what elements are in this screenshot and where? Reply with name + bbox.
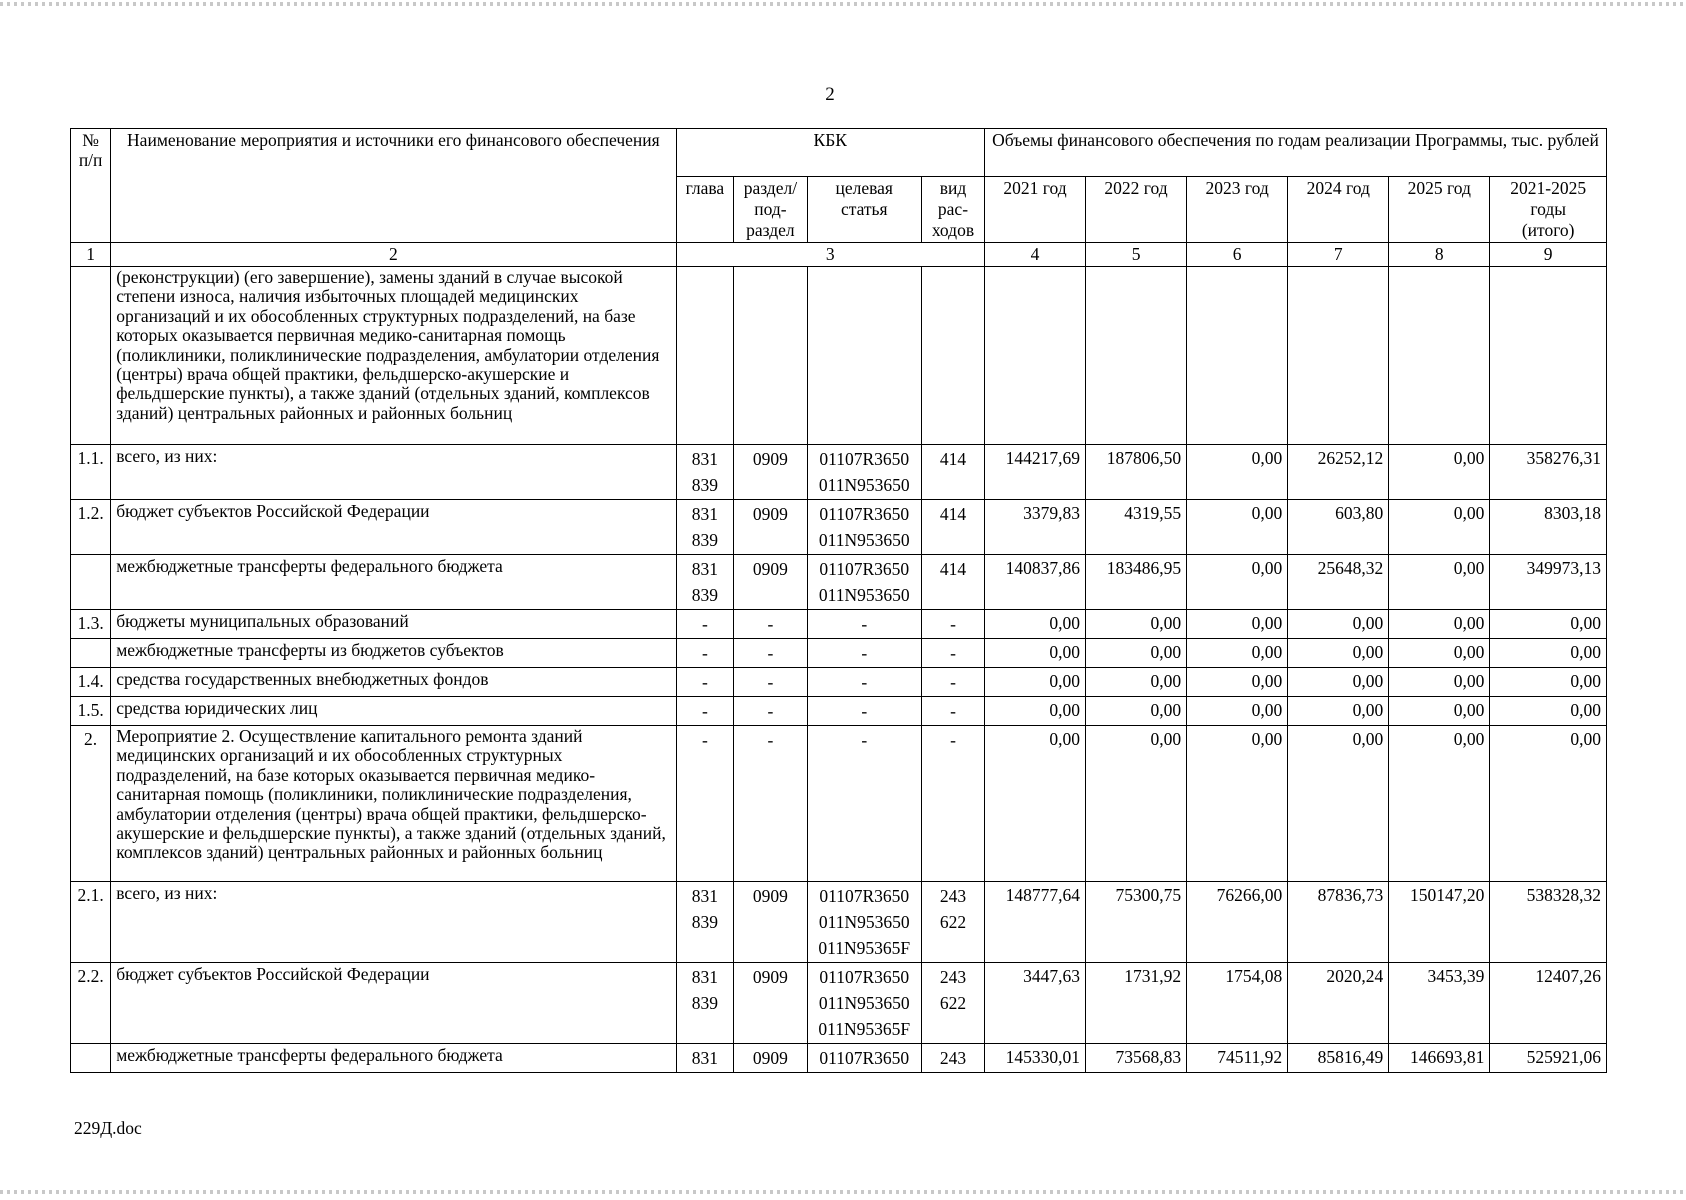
- code-line: 243: [939, 1048, 967, 1068]
- code-line: -: [767, 614, 774, 634]
- code-line: -: [950, 701, 956, 721]
- cell-index: 1.5.: [71, 697, 111, 726]
- code-line: -: [701, 614, 708, 634]
- header-cell-name: Наименование мероприятия и источники его финансового обеспечения: [111, 129, 676, 243]
- cell-glava: [676, 500, 734, 555]
- code-line: -: [701, 701, 708, 721]
- header-cell-num: № п/п: [71, 129, 111, 243]
- cell-2025: [1389, 267, 1490, 445]
- cell-razdel: [734, 1044, 807, 1073]
- code-line: 243: [939, 967, 967, 987]
- code-line: 011N953650: [818, 912, 910, 932]
- cell-2025: 150147,20: [1389, 882, 1490, 963]
- cell-name: средства государственных внебюджетных фондов: [111, 668, 676, 697]
- cell-celevaya: [807, 882, 922, 963]
- code-line: -: [767, 701, 774, 721]
- cell-total: 0,00: [1490, 610, 1607, 639]
- header-cell-2025: 2025 год: [1389, 177, 1490, 243]
- code-line: -: [767, 672, 774, 692]
- cell-2025: 0,00: [1389, 639, 1490, 668]
- cell-razdel: [734, 639, 807, 668]
- cell-2021: 140837,86: [984, 555, 1085, 610]
- code-line: 01107R3650: [819, 1048, 910, 1068]
- cell-vid: [922, 668, 985, 697]
- cell-celevaya: [807, 639, 922, 668]
- table-body: [71, 267, 1607, 1073]
- cell-index: 1.1.: [71, 445, 111, 500]
- table-row: [71, 500, 1607, 555]
- cell-2024: 0,00: [1288, 610, 1389, 639]
- code-line: 831: [691, 967, 718, 987]
- cell-celevaya: [807, 500, 922, 555]
- cell-celevaya: [807, 267, 922, 445]
- code-line: -: [950, 672, 956, 692]
- cell-2022: 187806,50: [1086, 445, 1187, 500]
- table-row: [71, 1044, 1607, 1073]
- cell-2025: 0,00: [1389, 668, 1490, 697]
- cell-razdel: [734, 445, 807, 500]
- cell-vid: [922, 639, 985, 668]
- code-line: -: [701, 672, 708, 692]
- cell-glava: [676, 445, 734, 500]
- cell-2021: 3447,63: [984, 963, 1085, 1044]
- cell-2021: 0,00: [984, 726, 1085, 882]
- code-line: 414: [939, 449, 967, 469]
- table-row: [71, 555, 1607, 610]
- column-number: 8: [1389, 243, 1490, 267]
- cell-2021: [984, 267, 1085, 445]
- cell-vid: [922, 697, 985, 726]
- code-line: 831: [691, 504, 718, 524]
- cell-index: [71, 639, 111, 668]
- code-line: -: [701, 730, 708, 750]
- cell-glava: [676, 639, 734, 668]
- code-line: 01107R3650: [819, 886, 910, 906]
- cell-2025: 3453,39: [1389, 963, 1490, 1044]
- cell-2022: 0,00: [1086, 726, 1187, 882]
- cell-2021: 148777,64: [984, 882, 1085, 963]
- page-number: 2: [825, 84, 835, 105]
- code-line: -: [767, 643, 774, 663]
- cell-2023: [1187, 267, 1288, 445]
- cell-2021: 0,00: [984, 668, 1085, 697]
- cell-2021: 0,00: [984, 639, 1085, 668]
- header-cell-celevaya: целевая статья: [807, 177, 922, 243]
- cell-celevaya: [807, 1044, 922, 1073]
- cell-total: 358276,31: [1490, 445, 1607, 500]
- cell-2025: 0,00: [1389, 445, 1490, 500]
- cell-2024: 26252,12: [1288, 445, 1389, 500]
- cell-2024: 85816,49: [1288, 1044, 1389, 1073]
- cell-2021: 144217,69: [984, 445, 1085, 500]
- code-line: 243: [939, 886, 967, 906]
- cell-vid: [922, 445, 985, 500]
- code-line: 0909: [752, 504, 788, 524]
- cell-vid: [922, 726, 985, 882]
- header-cell-vid: вид рас- ходов: [922, 177, 985, 243]
- column-number: 2: [111, 243, 676, 267]
- cell-index: 2.1.: [71, 882, 111, 963]
- scan-edge-top: [0, 2, 1686, 6]
- cell-index: 2.2.: [71, 963, 111, 1044]
- cell-index: 1.3.: [71, 610, 111, 639]
- code-line: 622: [939, 993, 967, 1013]
- code-line: 839: [691, 530, 718, 550]
- code-line: 011N953650: [818, 993, 910, 1013]
- code-line: 01107R3650: [819, 559, 910, 579]
- cell-total: 0,00: [1490, 668, 1607, 697]
- column-number: 6: [1187, 243, 1288, 267]
- table-row: [71, 726, 1607, 882]
- cell-index: [71, 267, 111, 445]
- cell-index: 2.: [71, 726, 111, 882]
- table-header: [71, 129, 1607, 267]
- cell-name: средства юридических лиц: [111, 697, 676, 726]
- code-line: -: [861, 614, 868, 634]
- code-line: -: [701, 643, 708, 663]
- cell-2021: 0,00: [984, 697, 1085, 726]
- column-number: 9: [1490, 243, 1607, 267]
- cell-index: [71, 1044, 111, 1073]
- cell-2022: 75300,75: [1086, 882, 1187, 963]
- code-line: 839: [691, 993, 718, 1013]
- cell-glava: [676, 1044, 734, 1073]
- cell-glava: [676, 610, 734, 639]
- cell-total: 349973,13: [1490, 555, 1607, 610]
- code-line: 011N953650: [818, 530, 910, 550]
- code-line: 0909: [752, 559, 788, 579]
- code-line: 0909: [752, 1048, 788, 1068]
- code-line: -: [861, 672, 868, 692]
- table-row: [71, 697, 1607, 726]
- cell-2021: 145330,01: [984, 1044, 1085, 1073]
- cell-glava: [676, 726, 734, 882]
- cell-razdel: [734, 726, 807, 882]
- cell-total: 0,00: [1490, 639, 1607, 668]
- cell-vid: [922, 963, 985, 1044]
- cell-total: 0,00: [1490, 697, 1607, 726]
- code-line: 0909: [752, 967, 788, 987]
- code-line: 622: [939, 912, 967, 932]
- cell-name: межбюджетные трансферты из бюджетов субъектов: [111, 639, 676, 668]
- code-line: 011N953650: [818, 475, 910, 495]
- column-number: 5: [1086, 243, 1187, 267]
- cell-name: бюджеты муниципальных образований: [111, 610, 676, 639]
- code-line: -: [861, 730, 868, 750]
- cell-glava: [676, 267, 734, 445]
- cell-2024: 87836,73: [1288, 882, 1389, 963]
- code-line: 011N95365F: [818, 938, 911, 958]
- code-line: -: [950, 730, 956, 750]
- cell-celevaya: [807, 668, 922, 697]
- cell-vid: [922, 267, 985, 445]
- cell-glava: [676, 668, 734, 697]
- cell-2024: 0,00: [1288, 726, 1389, 882]
- scan-edge-bottom: [0, 1190, 1686, 1194]
- code-line: 0909: [752, 886, 788, 906]
- cell-2023: 0,00: [1187, 639, 1288, 668]
- cell-2024: 25648,32: [1288, 555, 1389, 610]
- code-line: 011N953650: [818, 585, 910, 605]
- cell-celevaya: [807, 610, 922, 639]
- column-number-row: [71, 243, 1607, 267]
- cell-vid: [922, 1044, 985, 1073]
- cell-2022: [1086, 267, 1187, 445]
- code-line: 414: [939, 559, 967, 579]
- cell-razdel: [734, 500, 807, 555]
- cell-2024: 603,80: [1288, 500, 1389, 555]
- header-cell-razdel: раздел/ под- раздел: [734, 177, 807, 243]
- header-cell-volumes: Объемы финансового обеспечения по годам реализации Программы, тыс. рублей: [984, 129, 1606, 177]
- cell-2022: 0,00: [1086, 697, 1187, 726]
- code-line: -: [950, 614, 956, 634]
- table-row: [71, 445, 1607, 500]
- cell-name: Мероприятие 2. Осуществление капитального ремонта зданий медицинских организаций и их обособленных структурных подразделений, на базе которых оказывается первичная медико-санитарная помощь (поликлиники, поликлинические подразделения, амбулатории отделения (центры) врача общей практики, фельдшерско-акушерские и фельдшерские пункты), а также зданий (отдельных зданий, комплексов зданий) центральных районных и районных больниц: [111, 726, 676, 882]
- cell-glava: [676, 882, 734, 963]
- cell-index: [71, 555, 111, 610]
- cell-2023: 0,00: [1187, 610, 1288, 639]
- cell-2023: 1754,08: [1187, 963, 1288, 1044]
- cell-celevaya: [807, 555, 922, 610]
- cell-2023: 0,00: [1187, 555, 1288, 610]
- cell-vid: [922, 882, 985, 963]
- cell-2024: 0,00: [1288, 668, 1389, 697]
- cell-glava: [676, 697, 734, 726]
- cell-total: 525921,06: [1490, 1044, 1607, 1073]
- code-line: -: [861, 643, 868, 663]
- cell-name: всего, из них:: [111, 445, 676, 500]
- cell-2021: 0,00: [984, 610, 1085, 639]
- cell-2022: 73568,83: [1086, 1044, 1187, 1073]
- code-line: 01107R3650: [819, 504, 910, 524]
- header-cell-kbk: КБК: [676, 129, 984, 177]
- cell-name: межбюджетные трансферты федерального бюджета: [111, 1044, 676, 1073]
- cell-razdel: [734, 267, 807, 445]
- cell-2025: 0,00: [1389, 500, 1490, 555]
- header-cell-2021: 2021 год: [984, 177, 1085, 243]
- table-row: [71, 267, 1607, 445]
- cell-2025: 0,00: [1389, 726, 1490, 882]
- cell-vid: [922, 555, 985, 610]
- cell-razdel: [734, 610, 807, 639]
- cell-index: 1.4.: [71, 668, 111, 697]
- cell-2024: 0,00: [1288, 697, 1389, 726]
- cell-2025: 0,00: [1389, 610, 1490, 639]
- code-line: 831: [691, 449, 718, 469]
- cell-razdel: [734, 963, 807, 1044]
- cell-razdel: [734, 668, 807, 697]
- cell-razdel: [734, 555, 807, 610]
- cell-glava: [676, 555, 734, 610]
- header-cell-glava: глава: [676, 177, 734, 243]
- column-number: 1: [71, 243, 111, 267]
- code-line: 831: [691, 1048, 718, 1068]
- cell-glava: [676, 963, 734, 1044]
- code-line: 839: [691, 475, 718, 495]
- cell-total: 538328,32: [1490, 882, 1607, 963]
- cell-2022: 183486,95: [1086, 555, 1187, 610]
- file-name-footer: 229Д.doc: [74, 1118, 142, 1138]
- cell-2023: 0,00: [1187, 726, 1288, 882]
- cell-name: межбюджетные трансферты федерального бюджета: [111, 555, 676, 610]
- cell-2025: 0,00: [1389, 555, 1490, 610]
- cell-name: (реконструкции) (его завершение), замены зданий в случае высокой степени износа, наличия избыточных площадей медицинских организаций и их обособленных структурных подразделений, на базе которых оказывается первичная медико-санитарная помощь (поликлиники, поликлинические подразделения, амбулатории отделения (центры) врача общей практики, фельдшерско-акушерские и фельдшерские пункты), а также зданий (отдельных зданий, комплексов зданий) центральных районных и районных больниц: [111, 267, 676, 445]
- code-line: -: [767, 730, 774, 750]
- cell-2022: 4319,55: [1086, 500, 1187, 555]
- cell-2022: 0,00: [1086, 610, 1187, 639]
- header-cell-total: 2021-2025 годы (итого): [1490, 177, 1607, 243]
- cell-razdel: [734, 882, 807, 963]
- code-line: 01107R3650: [819, 967, 910, 987]
- table-row: [71, 668, 1607, 697]
- cell-2025: 146693,81: [1389, 1044, 1490, 1073]
- cell-2023: 0,00: [1187, 697, 1288, 726]
- header-cell-2024: 2024 год: [1288, 177, 1389, 243]
- code-line: 414: [939, 504, 967, 524]
- table-row: [71, 882, 1607, 963]
- cell-razdel: [734, 697, 807, 726]
- code-line: 01107R3650: [819, 449, 910, 469]
- cell-vid: [922, 500, 985, 555]
- cell-index: 1.2.: [71, 500, 111, 555]
- header-cell-2022: 2022 год: [1086, 177, 1187, 243]
- cell-2024: [1288, 267, 1389, 445]
- cell-vid: [922, 610, 985, 639]
- cell-2023: 0,00: [1187, 668, 1288, 697]
- cell-2024: 2020,24: [1288, 963, 1389, 1044]
- table-row: [71, 963, 1607, 1044]
- code-line: 011N95365F: [818, 1019, 911, 1039]
- cell-2023: 74511,92: [1187, 1044, 1288, 1073]
- cell-2022: 0,00: [1086, 668, 1187, 697]
- table-row: [71, 639, 1607, 668]
- code-line: 831: [691, 886, 718, 906]
- cell-2022: 1731,92: [1086, 963, 1187, 1044]
- cell-name: всего, из них:: [111, 882, 676, 963]
- cell-name: бюджет субъектов Российской Федерации: [111, 500, 676, 555]
- code-line: -: [861, 701, 868, 721]
- code-line: 0909: [752, 449, 788, 469]
- cell-2023: 0,00: [1187, 500, 1288, 555]
- cell-name: бюджет субъектов Российской Федерации: [111, 963, 676, 1044]
- code-line: 831: [691, 559, 718, 579]
- column-number: 3: [676, 243, 984, 267]
- cell-total: 12407,26: [1490, 963, 1607, 1044]
- cell-celevaya: [807, 445, 922, 500]
- code-line: 839: [691, 912, 718, 932]
- cell-2022: 0,00: [1086, 639, 1187, 668]
- header-cell-2023: 2023 год: [1187, 177, 1288, 243]
- column-number: 4: [984, 243, 1085, 267]
- cell-2021: 3379,83: [984, 500, 1085, 555]
- cell-2023: 0,00: [1187, 445, 1288, 500]
- cell-2023: 76266,00: [1187, 882, 1288, 963]
- cell-2025: 0,00: [1389, 697, 1490, 726]
- code-line: 839: [691, 585, 718, 605]
- cell-2024: 0,00: [1288, 639, 1389, 668]
- cell-celevaya: [807, 963, 922, 1044]
- cell-total: 0,00: [1490, 726, 1607, 882]
- cell-celevaya: [807, 697, 922, 726]
- table-row: [71, 610, 1607, 639]
- cell-total: [1490, 267, 1607, 445]
- column-number: 7: [1288, 243, 1389, 267]
- financing-table: [70, 128, 1607, 1073]
- cell-celevaya: [807, 726, 922, 882]
- cell-total: 8303,18: [1490, 500, 1607, 555]
- code-line: -: [950, 643, 956, 663]
